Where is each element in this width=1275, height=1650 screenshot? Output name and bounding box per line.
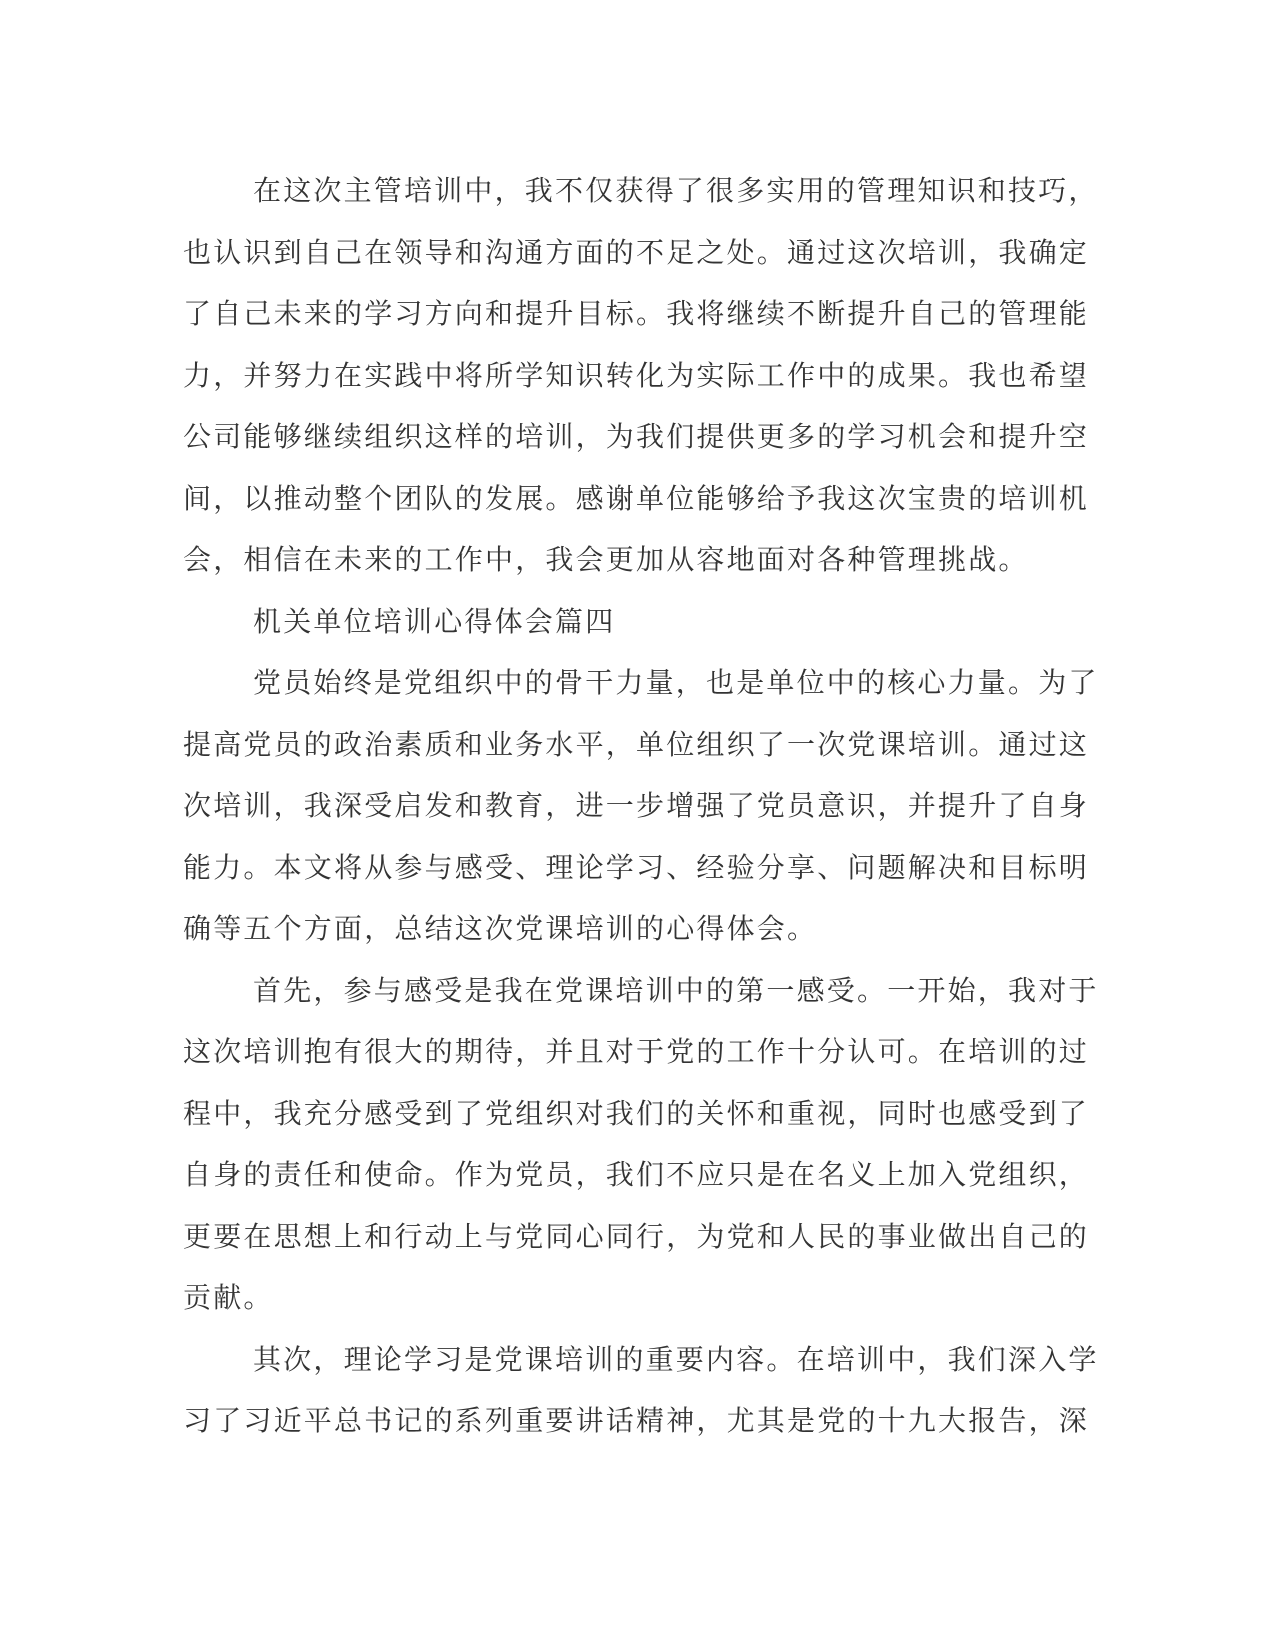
section-heading: 机关单位培训心得体会篇四 xyxy=(253,604,616,638)
text-line: 这次培训抱有很大的期待，并且对于党的工作十分认可。在培训的过 xyxy=(183,1035,1090,1068)
text-line: 贡献。 xyxy=(183,1281,274,1314)
text-line: 次培训，我深受启发和教育，进一步增强了党员意识，并提升了自身 xyxy=(183,789,1090,822)
text-line: 首先，参与感受是我在党课培训中的第一感受。一开始，我对于 xyxy=(253,973,1099,1007)
text-line: 会，相信在未来的工作中，我会更加从容地面对各种管理挑战。 xyxy=(183,543,1029,576)
text-line: 自身的责任和使命。作为党员，我们不应只是在名义上加入党组织， xyxy=(183,1158,1090,1191)
text-line: 习了习近平总书记的系列重要讲话精神，尤其是党的十九大报告，深 xyxy=(183,1404,1090,1437)
text-line: 间，以推动整个团队的发展。感谢单位能够给予我这次宝贵的培训机 xyxy=(183,481,1090,515)
text-line: 更要在思想上和行动上与党同心同行，为党和人民的事业做出自己的 xyxy=(183,1219,1090,1253)
paragraph-4 xyxy=(183,1329,1099,1452)
text-line: 党员始终是党组织中的骨干力量，也是单位中的核心力量。为了 xyxy=(253,666,1099,699)
paragraph-1 xyxy=(183,160,1099,591)
text-line: 程中，我充分感受到了党组织对我们的关怀和重视，同时也感受到了 xyxy=(183,1096,1090,1130)
text-line: 力，并努力在实践中将所学知识转化为实际工作中的成果。我也希望 xyxy=(183,358,1090,392)
text-line: 也认识到自己在领导和沟通方面的不足之处。通过这次培训，我确定 xyxy=(183,235,1090,269)
text-line: 在这次主管培训中，我不仅获得了很多实用的管理知识和技巧， xyxy=(253,174,1099,207)
text-line: 其次，理论学习是党课培训的重要内容。在培训中，我们深入学 xyxy=(253,1342,1099,1376)
paragraph-2 xyxy=(183,652,1099,960)
document-body xyxy=(183,160,1099,1452)
paragraph-3 xyxy=(183,960,1099,1329)
text-line: 公司能够继续组织这样的培训，为我们提供更多的学习机会和提升空 xyxy=(183,420,1090,453)
text-line: 了自己未来的学习方向和提升目标。我将继续不断提升自己的管理能 xyxy=(183,297,1090,330)
text-line: 提高党员的政治素质和业务水平，单位组织了一次党课培训。通过这 xyxy=(183,727,1090,761)
text-line: 确等五个方面，总结这次党课培训的心得体会。 xyxy=(183,912,818,945)
text-line: 能力。本文将从参与感受、理论学习、经验分享、问题解决和目标明 xyxy=(183,850,1090,884)
